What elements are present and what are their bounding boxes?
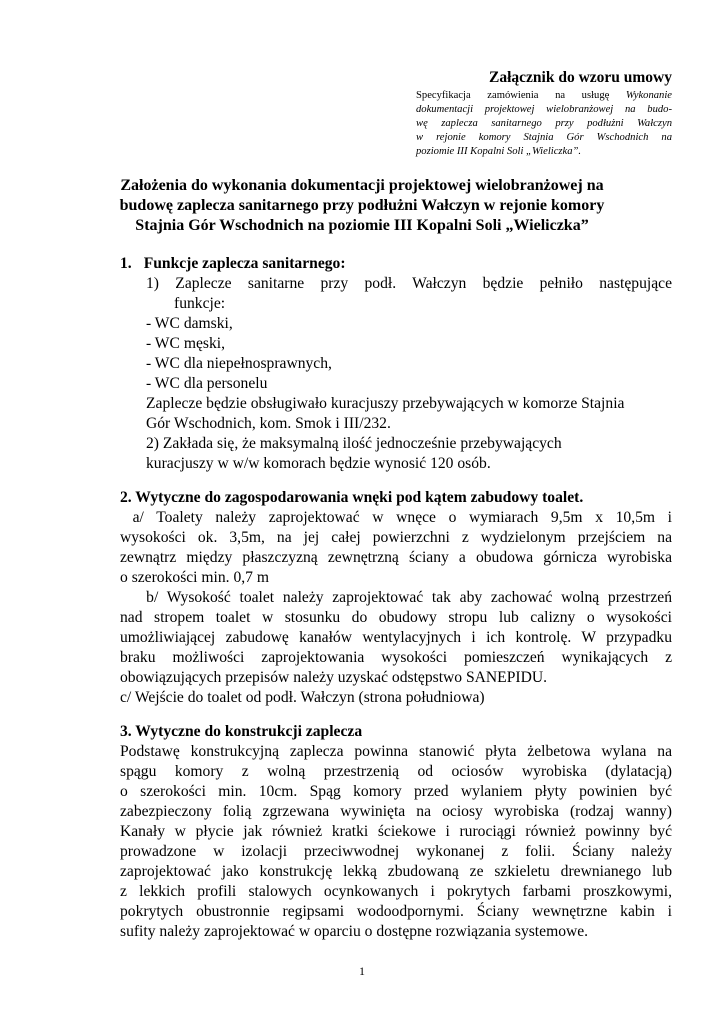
section-3 [120,722,672,942]
spec-line-italic: poziomie III Kopalni Soli „Wieliczka”. [416,146,582,157]
section-3-line: z lekkich profili stalowych ocynkowanych i pokrytych farbami proszkowymi, [120,883,672,900]
section-2-line: braku możliwości zaprojektowania wysokości pomieszczeń wynikających z [120,649,672,666]
spec-line-italic: wę zaplecza sanitarnego przy podłużni Wałczyn [416,118,672,129]
spec-line-2 [416,103,672,117]
spec-line-italic: dokumentacji projektowej wielobranżowej na budo- [416,104,672,115]
section-3-line: zabezpieczony folią zgrzewana wywinięta na ociosy wyrobiska (rodzaj wanny) [120,803,672,820]
section-3-line: prowadzone w izolacji przeciwwodnej wykonanej z folii. Ściany należy [120,843,672,860]
section-3-line: zaprojektować jako konstrukcję lekką zbudowaną ze szkieletu drewnianego lub [120,863,672,880]
spec-line-3 [416,117,672,131]
section-1-serve-line: Gór Wschodnich, kom. Smok i III/232. [146,415,391,432]
spec-line-italic: Wykonanie [625,90,672,101]
spec-line-italic: w rejonie komory Stajnia Gór Wschodnich na [416,132,672,143]
section-2-line: umożliwiającej zabudowę kanałów wentylacyjnych i ich kontrolę. W przypadku [120,629,672,646]
title-line: Stajnia Gór Wschodnich na poziomie III Kopalni Soli „Wieliczka” [135,217,589,234]
section-1-item-1-cont: funkcje: [174,295,226,312]
wc-list-item: - WC dla niepełnosprawnych, [146,355,332,372]
title-line: Założenia do wykonania dokumentacji projektowej wielobranżowej na [120,177,604,194]
section-2-line: obowiązujących przepisów należy uzyskać odstępstwo SANEPIDU. [120,669,547,686]
wc-list-item: - WC damski, [146,315,233,332]
section-3-line: spągu komory z wolną przestrzenią od ociosów wyrobiska (dylatacją) [120,763,672,780]
spec-line-4 [416,131,672,145]
section-1-serve-line: Zaplecze będzie obsługiwało kuracjuszy przebywających w komorze Stajnia [146,395,625,412]
section-1 [120,254,672,474]
page-number: 1 [359,964,365,978]
title-line: budowę zaplecza sanitarnego przy podłużni Wałczyn w rejonie komory [119,197,605,214]
document-title [110,176,614,236]
section-2-heading: 2. Wytyczne do zagospodarowania wnęki pod kątem zabudowy toalet. [120,489,584,506]
section-2-line: b/ Wysokość toalet należy zaprojektować tak aby zachować wolną przestrzeń [120,589,672,606]
section-3-line: Podstawę konstrukcyjną zaplecza powinna stanowić płyta żelbetowa wylana na [120,743,672,760]
section-2-line: nad stropem toalet w stosunku do obudowy stropu lub calizny o wysokości [120,609,672,626]
section-3-line: Kanały w płycie jak również kratki ściekowe i rurociągi również powinny być [120,823,672,840]
section-3-heading: 3. Wytyczne do konstrukcji zaplecza [120,723,363,740]
wc-list-item: - WC dla personelu [146,375,268,392]
section-1-item-2: 2) Zakłada się, że maksymalną ilość jednocześnie przebywających [146,435,562,452]
section-1-item-1: 1) Zaplecze sanitarne przy podł. Wałczyn będzie pełniło następujące [146,275,672,292]
spec-line-plain: Specyfikacja zamówienia na usługę [416,90,626,101]
section-2-line: zewnątrz między płaszczyzną zewnętrzną ściany a obudowa górnicza wyrobiska [120,549,672,566]
section-heading-text: Funkcje zaplecza sanitarnego: [143,255,346,272]
spec-line-1 [416,89,672,103]
section-3-line: o szerokości min. 10cm. Spąg komory przed wylaniem płyty powinien być [120,783,672,800]
section-2-line: o szerokości min. 0,7 m [120,569,269,586]
attachment-title: Załącznik do wzoru umowy [489,69,672,86]
section-1-heading [120,254,672,274]
section-3-line: pokrytych obustronnie regipsami wodoodpornymi. Ściany wewnętrzne kabin i [120,903,672,920]
specification-note [416,89,672,159]
spec-line-5 [416,145,672,159]
section-3-line: sufity należy zaprojektować w oparciu o dostępne rozwiązania systemowe. [120,923,589,940]
section-2-line: wysokości ok. 3,5m, na jej całej powierzchni z wydzielonym przejściem na [120,529,672,546]
section-2-line: c/ Wejście do toalet od podł. Wałczyn (strona południowa) [120,689,485,706]
section-2-line: a/ Toalety należy zaprojektować w wnęce o wymiarach 9,5m x 10,5m i [120,509,672,526]
wc-list-item: - WC męski, [146,335,225,352]
section-number: 1. [120,255,132,272]
section-1-item-2-cont: kuracjuszy w w/w komorach będzie wynosić 120 osób. [146,455,491,472]
section-2 [120,488,672,708]
